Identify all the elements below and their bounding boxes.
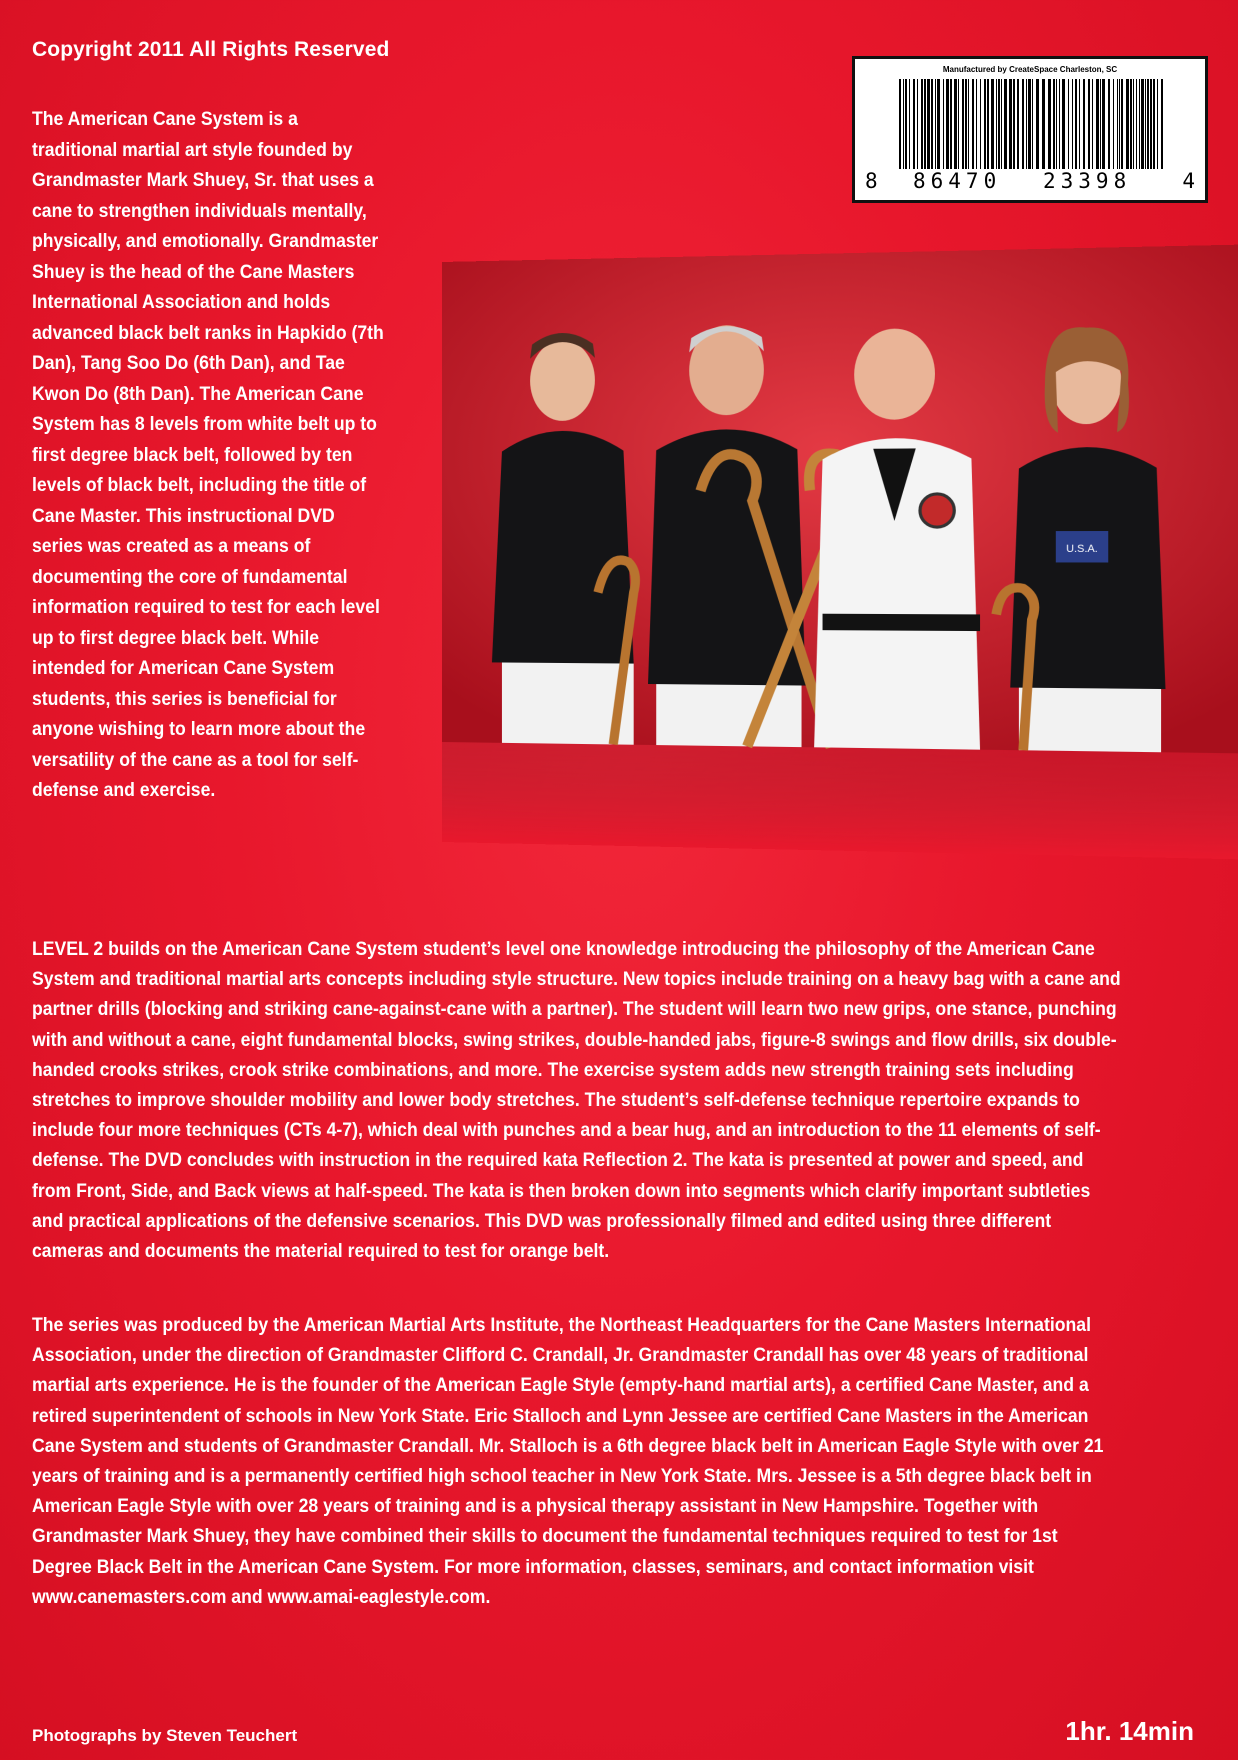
- barcode-manufacturer: Manufactured by CreateSpace Charleston, SC: [942, 65, 1118, 74]
- barcode-bar: [1032, 79, 1033, 169]
- barcode-bar: [921, 79, 923, 169]
- barcode-bar: [917, 79, 918, 169]
- barcode-bar: [927, 79, 930, 169]
- level-2-description: LEVEL 2 builds on the American Cane System student’s level one knowledge introducing the philosophy of the American Cane System and traditional martial arts concepts including style structure. New topics include training on a heavy bag with a cane and partner drills (blocking and striking cane-against-cane with a partner). The student will learn two new grips, one stance, punching with and without a cane, eight fundamental blocks, swing strikes, double-handed jabs, figure-8 swings and flow drills, six double-handed crooks strikes, crook strike combinations, and more. The exercise system adds new strength training sets including stretches to improve shoulder mobility and lower body stretches. The student’s self-defense technique repertoire expands to include four more techniques (CTs 4-7), which deal with punches and a bear hug, and an introduction to the 11 elements of self-defense. The DVD concludes with instruction in the required kata Reflection 2. The kata is presented at power and speed, and from Front, Side, and Back views at half-speed. The kata is then broken down into segments which clarify important subtleties and practical applications of the defensive scenarios. This DVD was professionally filmed and edited using three different cameras and documents the material required to test for orange belt.: [32, 938, 1121, 1263]
- barcode-bar: [1136, 79, 1137, 169]
- barcode-bar: [998, 79, 1000, 169]
- barcode-bar: [1079, 79, 1080, 169]
- photo-credit: Photographs by Steven Teuchert: [32, 1726, 298, 1745]
- barcode-bar: [943, 79, 944, 169]
- barcode-bar: [1161, 79, 1163, 169]
- group-photo: [442, 245, 1238, 860]
- barcode-bar: [965, 79, 967, 169]
- barcode-bar: [1096, 79, 1099, 169]
- barcode-bar: [1108, 79, 1110, 169]
- barcode-bar: [903, 79, 904, 169]
- barcode-digits-right: 23398: [1043, 169, 1132, 193]
- barcode-bar: [1022, 79, 1024, 169]
- barcode-bar: [1072, 79, 1073, 169]
- barcode-bar: [1059, 79, 1060, 169]
- barcode-bar: [909, 79, 910, 169]
- barcode-bar: [1088, 79, 1090, 169]
- barcode-bar: [1150, 79, 1152, 169]
- barcode-bar: [931, 79, 933, 169]
- barcode-bar: [1092, 79, 1093, 169]
- barcode-bar: [1100, 79, 1101, 169]
- barcode-bar: [1053, 79, 1055, 169]
- barcode-bar: [1145, 79, 1146, 169]
- barcode-bar: [935, 79, 936, 169]
- barcode-bar: [1056, 79, 1057, 169]
- barcode-bar: [958, 79, 959, 169]
- barcode-bar: [991, 79, 994, 169]
- barcode-bar: [905, 79, 907, 169]
- barcode-bar: [1068, 79, 1069, 169]
- intro-paragraph: The American Cane System is a traditional martial art style founded by Grandmaster Mark Shuey, Sr. that uses a cane to strengthen individuals mentally, physically, and emotionally. Grandmaster Shuey is the head of the Cane Masters International Association and holds advanced black belt ranks in Hapkido (7th Dan), Tang Soo Do (6th Dan), and Tae Kwon Do (8th Dan). The American Cane System has 8 levels from white belt up to first degree black belt, followed by ten levels of black belt, including the title of Cane Master. This instructional DVD series was created as a means of documenting the core of fundamental information required to test for each level up to first degree black belt. While intended for American Cane System students, this series is beneficial for anyone wishing to learn more about the versatility of the cane as a tool for self-defense and exercise.: [32, 108, 384, 801]
- barcode-bar: [1121, 79, 1123, 169]
- barcode-bar: [924, 79, 926, 169]
- barcode-bar: [1028, 79, 1031, 169]
- barcode-bar: [1001, 79, 1002, 169]
- barcode-bar: [1153, 79, 1155, 169]
- barcode-bar: [980, 79, 981, 169]
- barcode-bar: [1062, 79, 1065, 169]
- barcode-bar: [937, 79, 940, 169]
- barcode-bar: [954, 79, 957, 169]
- barcode-bar: [1042, 79, 1045, 169]
- barcode-bar: [1147, 79, 1149, 169]
- barcode-bar: [1130, 79, 1132, 169]
- barcode-bar: [1113, 79, 1114, 169]
- barcode-bar: [913, 79, 915, 169]
- barcode-bar: [1004, 79, 1007, 169]
- barcode-bars: [899, 79, 1167, 169]
- barcode-digit-first: 8: [865, 169, 878, 193]
- barcode-bar: [946, 79, 949, 169]
- flag-patch-text: U.S.A.: [1066, 543, 1098, 556]
- barcode-digits-left: 86470: [913, 169, 1002, 193]
- barcode-bar: [1139, 79, 1140, 169]
- barcode-digit-last: 4: [1182, 169, 1195, 193]
- barcode-bar: [962, 79, 964, 169]
- barcode-bar: [1026, 79, 1027, 169]
- barcode-bar: [1036, 79, 1039, 169]
- barcode-bar: [1075, 79, 1077, 169]
- barcode-bar: [1126, 79, 1129, 169]
- barcode-bar: [1157, 79, 1158, 169]
- barcode-bar: [1017, 79, 1019, 169]
- barcode-bar: [1009, 79, 1012, 169]
- barcode-bar: [1117, 79, 1118, 169]
- barcode-bar: [1048, 79, 1051, 169]
- barcode-bar: [1119, 79, 1120, 169]
- barcode-bar: [972, 79, 974, 169]
- barcode-bar: [1102, 79, 1105, 169]
- barcode-bar: [1133, 79, 1134, 169]
- barcode-bar: [984, 79, 986, 169]
- barcode-bar: [968, 79, 969, 169]
- barcode-label: [852, 56, 1208, 203]
- copyright-notice: Copyright 2011 All Rights Reserved: [32, 38, 390, 61]
- barcode-bar: [1013, 79, 1015, 169]
- barcode-bar: [899, 79, 901, 169]
- barcode-bar: [996, 79, 997, 169]
- barcode-bar: [1083, 79, 1085, 169]
- barcode-bar: [950, 79, 952, 169]
- barcode-bar: [1141, 79, 1144, 169]
- barcode-bar: [976, 79, 977, 169]
- series-description: The series was produced by the American Martial Arts Institute, the Northeast Headquarters for the Cane Masters International Association, under the direction of Grandmaster Clifford C. Crandall, Jr. Grandmaster Crandall has over 48 years of traditional martial arts experience. He is the founder of the American Eagle Style (empty-hand martial arts), a certified Cane Master, and a retired superintendent of schools in New York State. Eric Stalloch and Lynn Jessee are certified Cane Masters in the American Cane System and students of Grandmaster Crandall. Mr. Stalloch is a 6th degree black belt in American Eagle Style with over 21 years of training and is a permanently certified high school teacher in New York State. Mrs. Jessee is a 5th degree black belt in American Eagle Style with over 28 years of training and is a physical therapy assistant in New Hampshire. Together with Grandmaster Mark Shuey, they have combined their skills to document the fundamental techniques required to test for 1st Degree Black Belt in the American Cane System. For more information, classes, seminars, and contact information visit www.canemasters.com and www.amai-eaglestyle.com.: [32, 1314, 1104, 1608]
- runtime: 1hr. 14min: [1065, 1716, 1194, 1746]
- barcode-bar: [987, 79, 989, 169]
